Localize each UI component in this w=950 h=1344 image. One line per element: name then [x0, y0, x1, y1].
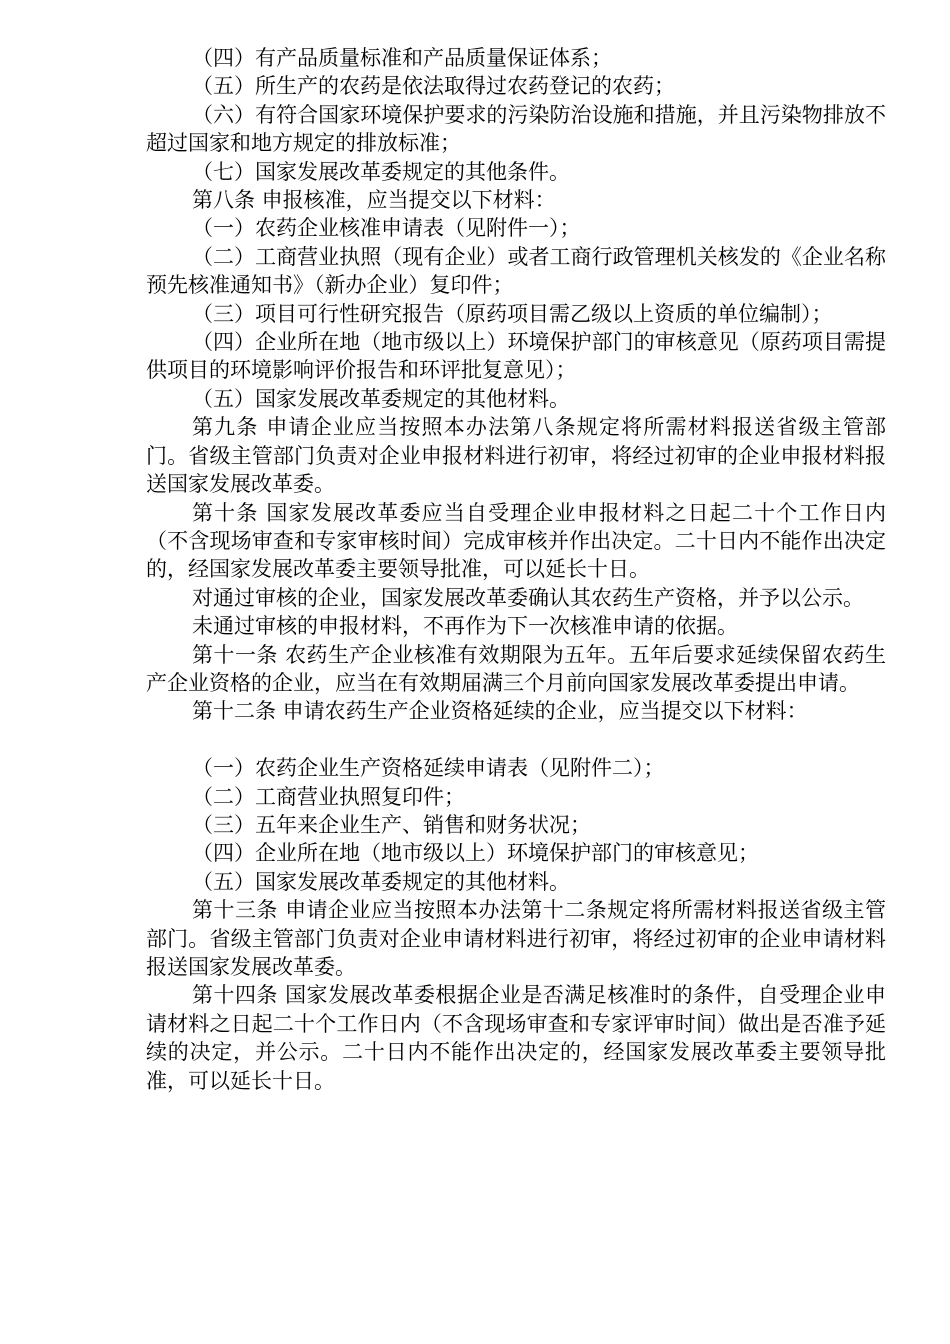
article-13: 第十三条 申请企业应当按照本办法第十二条规定将所需材料报送省级主管部门。省级主管部门负责对企业申请材料进行初审，将经过初审的企业申请材料报送国家发展改革委。	[146, 898, 886, 979]
paragraph: （三）五年来企业生产、销售和财务状况；	[192, 812, 591, 837]
paragraph: （四）企业所在地（地市级以上）环境保护部门的审核意见；	[192, 841, 759, 866]
paragraph: （五）国家发展改革委规定的其他材料。	[192, 386, 570, 411]
blank-line	[146, 726, 886, 754]
paragraph: （三）项目可行性研究报告（原药项目需乙级以上资质的单位编制）；	[192, 301, 833, 326]
paragraph: （五）国家发展改革委规定的其他材料。	[192, 869, 570, 894]
paragraph: （四）企业所在地（地市级以上）环境保护部门的审核意见（原药项目需提供项目的环境影响评价报告和环评批复意见）；	[146, 330, 886, 383]
paragraph: （五）所生产的农药是依法取得过农药登记的农药；	[192, 74, 675, 99]
article-14: 第十四条 国家发展改革委根据企业是否满足核准时的条件，自受理企业申请材料之日起二十个工作日内（不含现场审查和专家评审时间）做出是否准予延续的决定，并公示。二十日内不能作出决定的，经国家发展改革委主要领导批准，可以延长十日。	[146, 983, 886, 1093]
paragraph: （一）农药企业生产资格延续申请表（见附件二）；	[192, 756, 665, 781]
article-12: 第十二条 申请农药生产企业资格延续的企业，应当提交以下材料：	[192, 699, 808, 724]
paragraph: （二）工商营业执照（现有企业）或者工商行政管理机关核发的《企业名称预先核准通知书》（新办企业）复印件；	[146, 244, 886, 298]
document-body	[146, 44, 886, 1095]
paragraph: 对通过审核的企业，国家发展改革委确认其农药生产资格，并予以公示。	[192, 585, 864, 610]
paragraph: （二）工商营业执照复印件；	[192, 784, 465, 809]
paragraph: （六）有符合国家环境保护要求的污染防治设施和措施，并且污染物排放不超过国家和地方规定的排放标准；	[146, 102, 886, 156]
paragraph: （一）农药企业核准申请表（见附件一）；	[192, 216, 581, 241]
article-9: 第九条 申请企业应当按照本办法第八条规定将所需材料报送省级主管部门。省级主管部门负责对企业申报材料进行初审，将经过初审的企业申报材料报送国家发展改革委。	[146, 415, 886, 497]
article-10: 第十条 国家发展改革委应当自受理企业申报材料之日起二十个工作日内（不含现场审查和专家审核时间）完成审核并作出决定。二十日内不能作出决定的，经国家发展改革委主要领导批准，可以延长十日。	[146, 500, 886, 582]
paragraph: （四）有产品质量标准和产品质量保证体系；	[192, 46, 612, 70]
article-11: 第十一条 农药生产企业核准有效期限为五年。五年后要求延续保留农药生产企业资格的企业，应当在有效期届满三个月前向国家发展改革委提出申请。	[146, 642, 886, 695]
paragraph: （七）国家发展改革委规定的其他条件。	[192, 159, 570, 184]
paragraph: 未通过审核的申报材料，不再作为下一次核准申请的依据。	[192, 614, 738, 639]
article-heading-8: 第八条 申报核准，应当提交以下材料：	[192, 188, 556, 213]
